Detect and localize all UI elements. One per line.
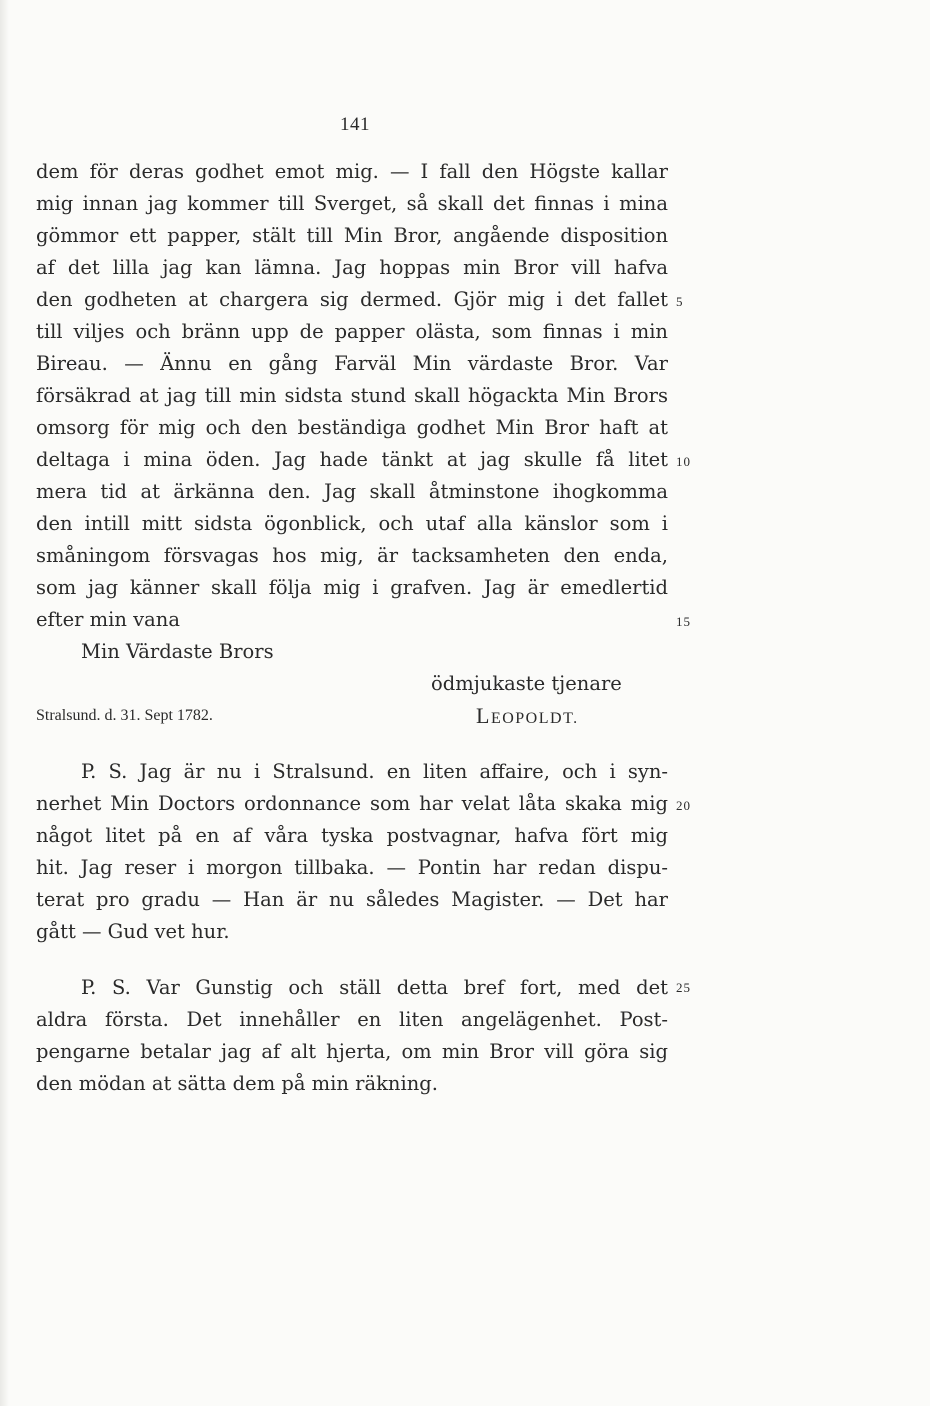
text-line: den godheten at chargera sig dermed. Gjör mig i det fallet [36,288,668,311]
text-line: som jag känner skall följa mig i grafven. Jag är emedlertid [36,576,668,599]
binding-edge [0,0,9,1406]
text-line: gömmor ett papper, stält till Min Bror, angående disposition [36,224,668,247]
line-number: 20 [676,798,691,813]
text-line: försäkrad at jag till min sidsta stund skall högackta Min Brors [36,384,668,407]
text-line: mig innan jag kommer till Sverget, så skall det finnas i mina [36,192,668,215]
closing: ödmjukaste tjenare [431,672,622,695]
text-line: Bireau. — Ännu en gång Farväl Min värdaste Bror. Var [36,352,668,375]
text-line: den mödan at sätta dem på min räkning. [36,1072,438,1095]
line-number: 10 [676,454,691,469]
page-number: 141 [340,114,370,135]
text-line: småningom försvagas hos mig, är tacksamheten den enda, [36,544,668,567]
text-line: terat pro gradu — Han är nu således Magister. — Det har [36,888,668,911]
text-line: den intill mitt sidsta ögonblick, och utaf alla känslor som i [36,512,668,535]
place-date: Stralsund. d. 31. Sept 1782. [36,707,213,724]
line-number: 5 [676,294,684,309]
text-line: P. S. Var Gunstig och ställ detta bref fort, med det [81,976,668,999]
text-line: P. S. Jag är nu i Stralsund. en liten affaire, och i syn- [81,760,668,783]
text-line: deltaga i mina öden. Jag hade tänkt at jag skulle få litet [36,448,668,471]
text-line: aldra första. Det innehåller en liten angelägenhet. Post- [36,1008,668,1031]
line-number: 15 [676,614,691,629]
text-line: något litet på en af våra tyska postvagnar, hafva fört mig [36,824,668,847]
text-line: dem för deras godhet emot mig. — I fall den Högste kallar [36,160,668,183]
text-line: af det lilla jag kan lämna. Jag hoppas min Bror vill hafva [36,256,668,279]
text-line: gått — Gud vet hur. [36,920,230,943]
text-line: hit. Jag reser i morgon tillbaka. — Pontin har redan dispu- [36,856,668,879]
salutation: Min Värdaste Brors [81,640,274,663]
text-line: mera tid at ärkänna den. Jag skall åtminstone ihogkomma [36,480,668,503]
text-line: till viljes och bränn upp de papper olästa, som finnas i min [36,320,668,343]
text-line: efter min vana [36,608,180,631]
text-line: nerhet Min Doctors ordonnance som har velat låta skaka mig [36,792,668,815]
text-line: omsorg för mig och den beständiga godhet Min Bror haft at [36,416,668,439]
signature: LEOPOLDT. [476,703,579,728]
line-number: 25 [676,980,691,995]
text-line: pengarne betalar jag af alt hjerta, om min Bror vill göra sig [36,1040,668,1063]
